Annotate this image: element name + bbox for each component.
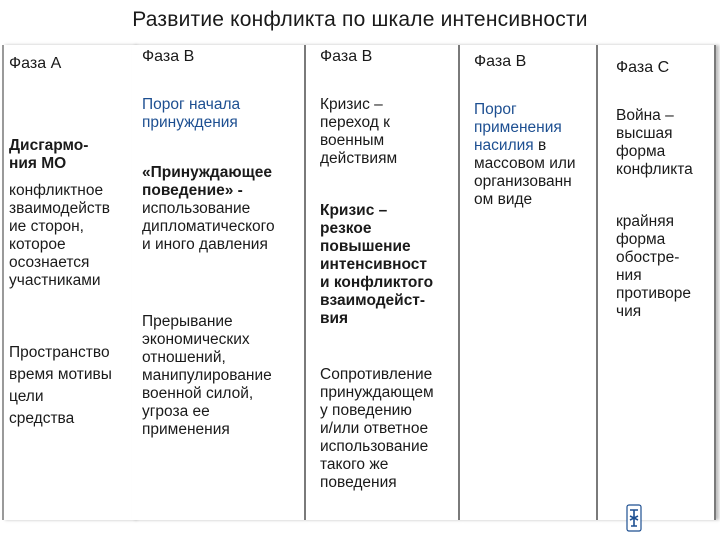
text-line: такого же [320, 456, 389, 473]
phase-b2-header: Фаза В [320, 48, 373, 65]
text-line: Кризис – [320, 202, 388, 219]
text-line: насилия [474, 137, 534, 154]
text-line: Кризис – [320, 96, 383, 113]
column-phase-b-1 [132, 45, 306, 520]
text-line: ом виде [474, 191, 533, 208]
phase-b1-actions [142, 313, 272, 439]
text-line: конфликтное [9, 182, 104, 199]
phase-b1-threshold [142, 96, 240, 132]
text-line: использование [142, 200, 251, 217]
text-line: Пространство [9, 344, 110, 361]
text-line: чия [616, 303, 642, 320]
text-line: угроза ее [142, 403, 210, 420]
phase-c-extreme-form [616, 213, 691, 321]
text-line: принуждающем [320, 384, 434, 401]
text-line: форма [616, 143, 666, 160]
text-line: поведения [320, 474, 397, 491]
text-line: у поведению [320, 402, 412, 419]
text-line: поведение» - [142, 182, 243, 199]
text-line: и конфликтого [320, 274, 434, 291]
text-line: крайняя [616, 213, 675, 230]
text-line: и иного давления [142, 236, 268, 253]
text-line: участниками [9, 272, 101, 289]
phase-b2-resistance [320, 366, 434, 492]
text-line: Порог начала [142, 96, 241, 113]
column-phase-a [2, 45, 134, 520]
text-line: военным [320, 132, 385, 149]
text-line: дипломатического [142, 218, 275, 235]
university-emblem-icon [626, 504, 642, 532]
column-phase-c [598, 45, 716, 520]
page-title: Развитие конфликта по шкале интенсивности [132, 8, 588, 31]
column-phase-b-2 [306, 45, 460, 520]
text-line: вия [320, 310, 349, 327]
text-line: переход к [320, 114, 390, 131]
phase-b2-crisis [320, 96, 397, 168]
text-line: резкое [320, 220, 372, 237]
text-line: Порог [474, 101, 517, 118]
text-line: в [533, 137, 547, 154]
text-line: Прерывание [142, 313, 233, 330]
text-line: интенсивност [320, 256, 427, 273]
phase-a-factors [9, 342, 112, 430]
text-line: ния [616, 267, 642, 284]
text-line: противоре [616, 285, 691, 302]
phase-b1-header: Фаза В [142, 48, 195, 65]
text-line: повышение [320, 238, 411, 255]
phase-a-heading-line: ния МО [9, 155, 67, 172]
text-line: и/или ответное [320, 420, 429, 437]
text-line: которое [9, 236, 66, 253]
text-line: время мотивы [9, 366, 112, 383]
phase-b3-violence-threshold [474, 101, 576, 209]
text-line: экономических [142, 331, 250, 348]
text-line: массовом или [474, 155, 576, 172]
text-line: действиям [320, 150, 398, 167]
text-line: использование [320, 438, 429, 455]
text-line: Сопротивление [320, 366, 433, 383]
text-line: средства [9, 410, 75, 427]
phase-a-heading-line: Дисгармо- [9, 137, 89, 154]
phase-c-war [616, 107, 693, 179]
text-line: конфликта [616, 161, 693, 178]
text-line: взаимодейст- [320, 292, 426, 309]
text-line: отношений, [142, 349, 226, 366]
text-line: звaимодейств [9, 200, 110, 217]
text-line: военной силой, [142, 385, 254, 402]
phase-b2-crisis-definition [320, 202, 433, 328]
phase-a-header: Фаза А [9, 55, 62, 72]
text-line: организованн [474, 173, 572, 190]
phase-b1-description [142, 200, 275, 254]
text-line: ие сторон, [9, 218, 84, 235]
phase-a-heading [9, 137, 88, 173]
text-line: осознается [9, 254, 90, 271]
text-line: применения [474, 119, 562, 136]
phase-a-description [9, 182, 110, 290]
phase-b1-coercive-behavior [142, 164, 272, 200]
column-phase-b-3 [460, 45, 598, 520]
text-line: обостре- [616, 249, 680, 266]
phase-b3-header: Фаза В [474, 53, 527, 70]
text-line: цели [9, 388, 44, 405]
text-line: Война – [616, 107, 674, 124]
phase-c-header: Фаза С [616, 59, 670, 76]
text-line: «Принуждающее [142, 164, 272, 181]
text-line: манипулирование [142, 367, 272, 384]
text-line: применения [142, 421, 230, 438]
text-line: высшая [616, 125, 673, 142]
text-line: форма [616, 231, 666, 248]
text-line: принуждения [142, 114, 238, 131]
